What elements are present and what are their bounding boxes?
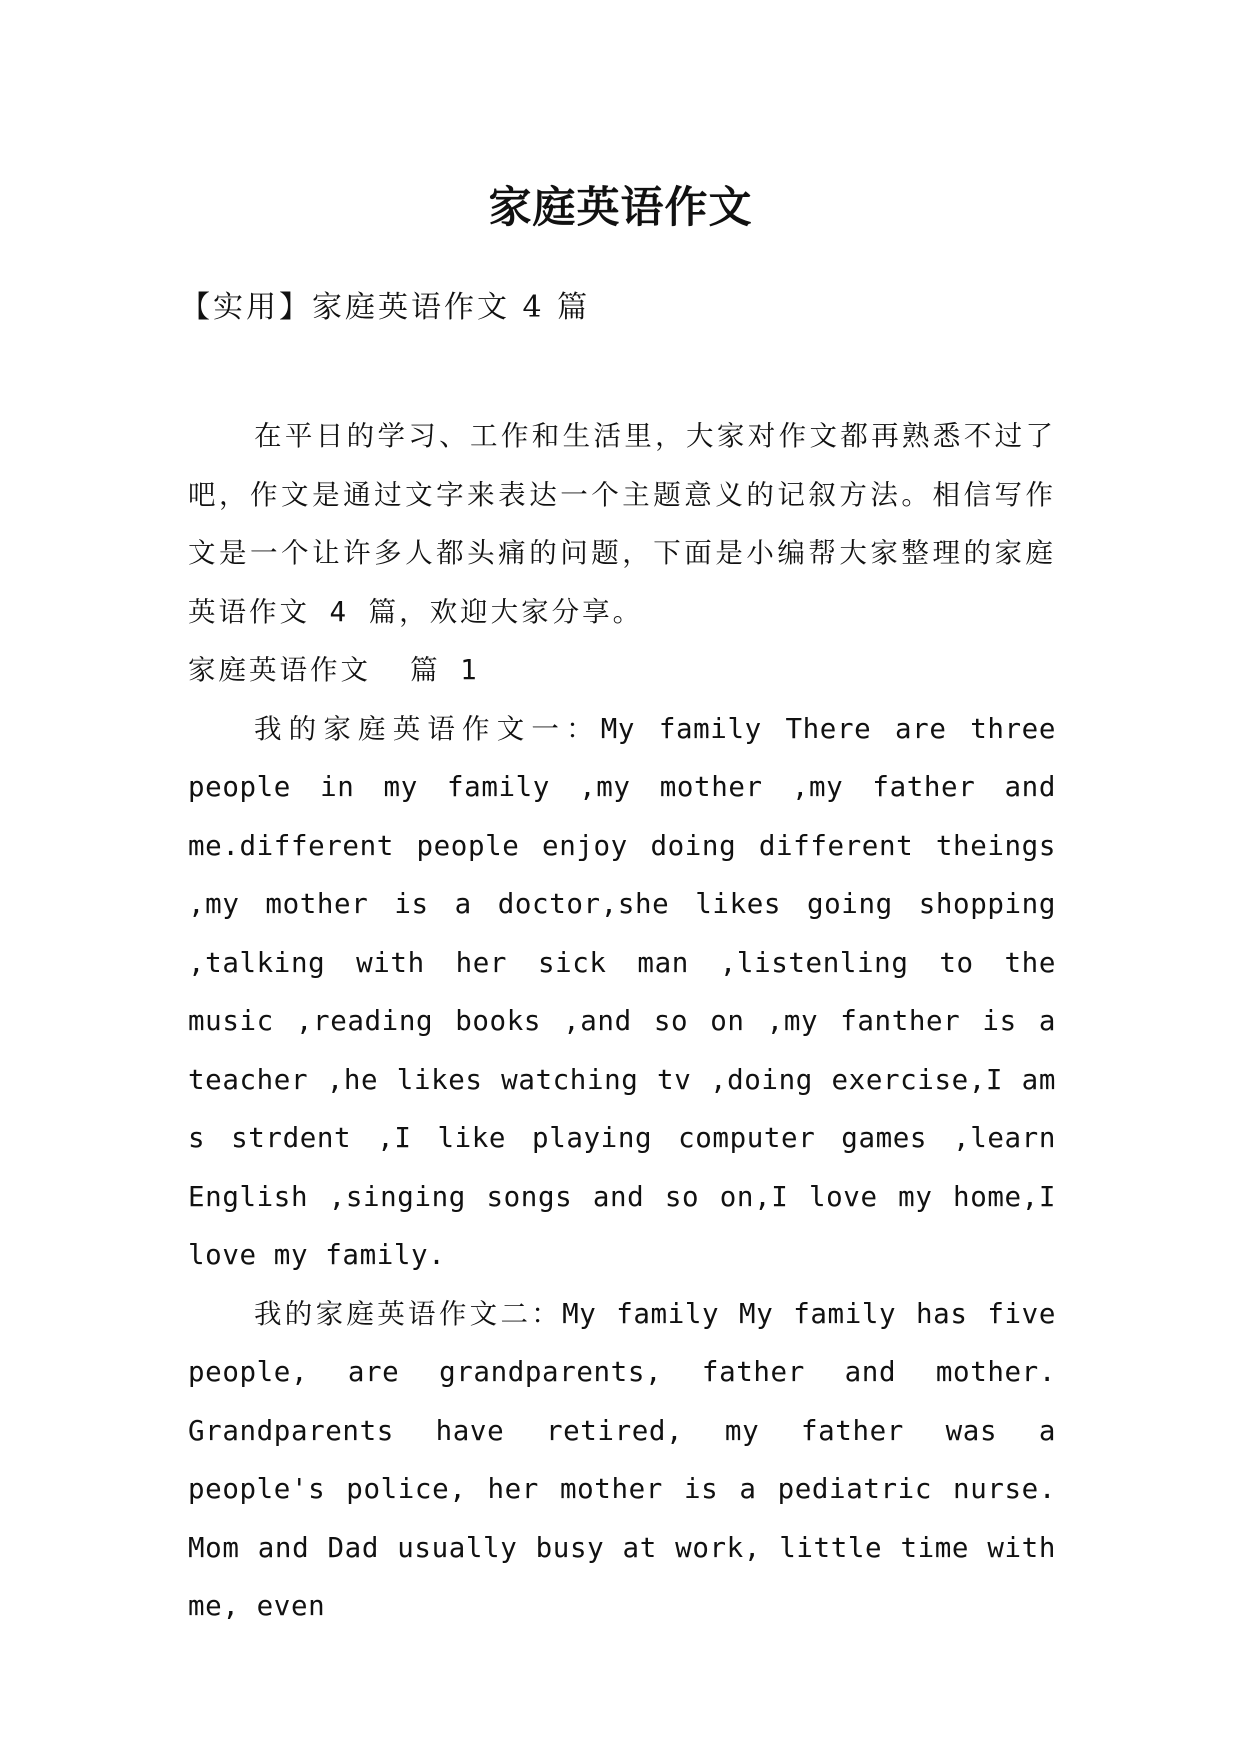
- document-title: 家庭英语作文: [488, 182, 753, 233]
- intro-paragraph: 在平日的学习、工作和生活里，大家对作文都再熟悉不过了吧，作文是通过文字来表达一个主题意义的记叙方法。相信写作文是一个让许多人都头痛的问题，下面是小编帮大家整理的家庭英语作文 4 篇，欢迎大家分享。: [188, 420, 1056, 628]
- essay-paragraph-1: 我的家庭英语作文一：My family There are three people in my family ,my mother ,my father and me.different people enjoy doing different theings ,my mother is a doctor,she likes going shopping ,talking with her sick man ,listenling to the music ,reading books ,and so on ,my fanther is a teacher ,he likes watching tv ,doing exercise,I am s strdent ,I like playing computer games ,learn English ,singing songs and so on,I love my home,I love my family.: [188, 712, 1056, 1271]
- document-subtitle: 【实用】家庭英语作文 4 篇: [180, 290, 591, 325]
- section-heading: 家庭英语作文 篇 1: [188, 654, 480, 686]
- essay-paragraph-2: 我的家庭英语作文二：My family My family has five people, are grandparents, father and mother. Grandparents have retired, my father was a people's police, her mother is a pediatric nurse. Mom and Dad usually busy at work, little time with me, even: [188, 1297, 1056, 1622]
- document-body: [188, 407, 1056, 1636]
